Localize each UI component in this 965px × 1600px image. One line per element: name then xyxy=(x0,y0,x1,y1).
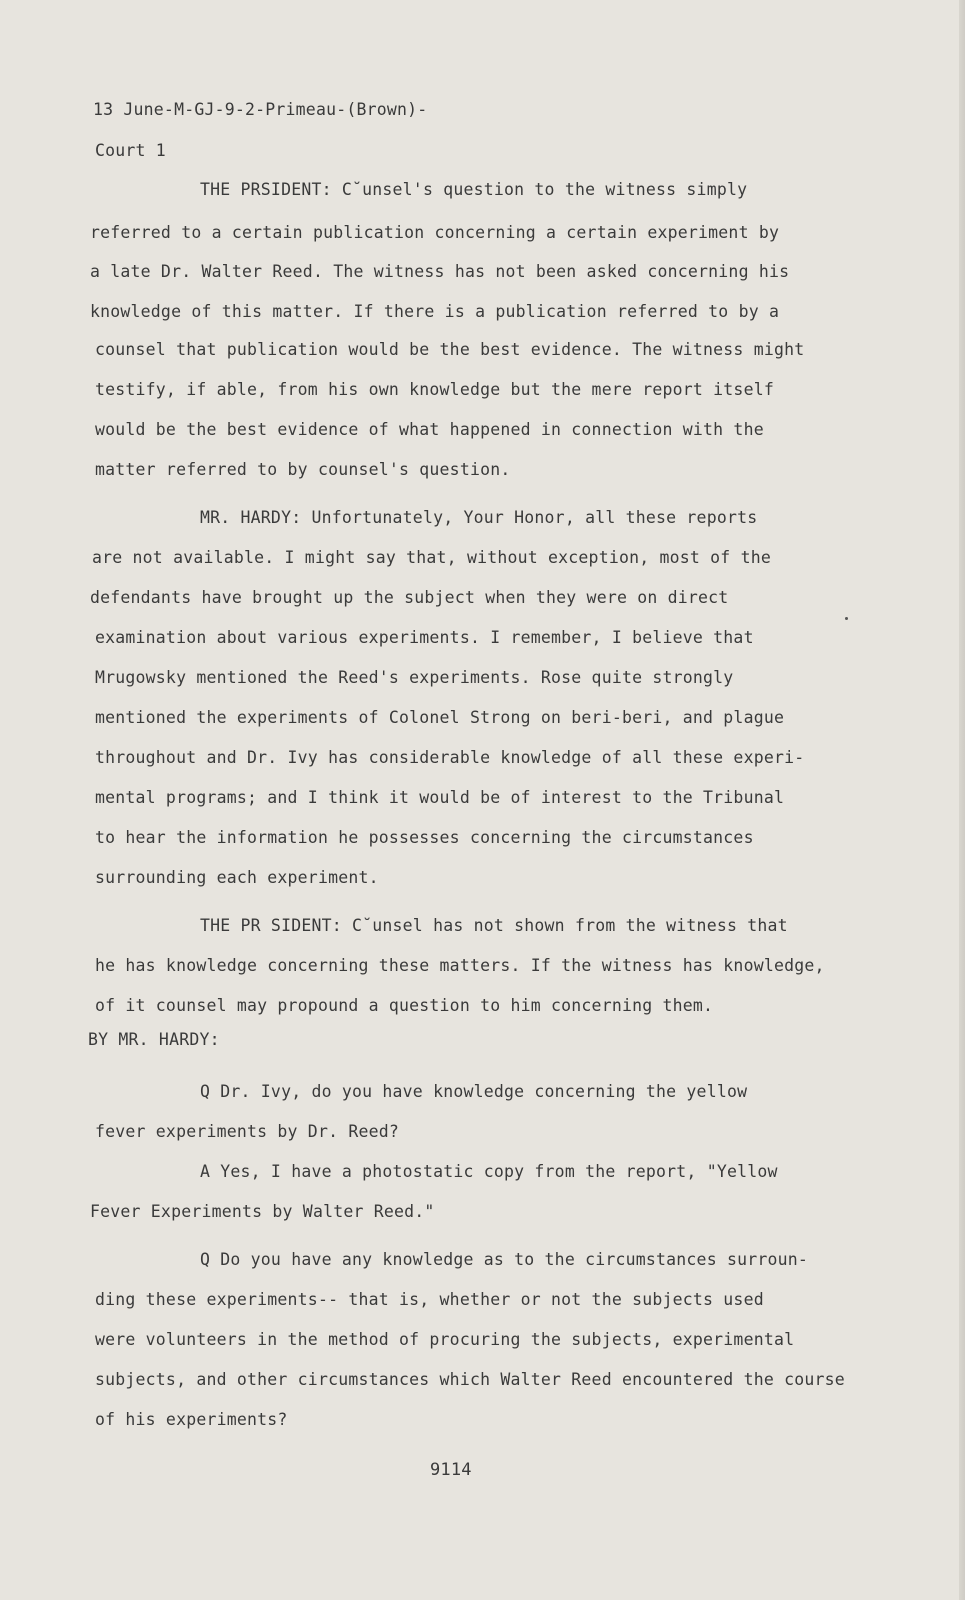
text-line: are not available. I might say that, without exception, most of the xyxy=(92,548,771,567)
text-line: defendants have brought up the subject when they were on direct xyxy=(90,588,729,607)
question-line: Q Do you have any knowledge as to the circumstances surroun- xyxy=(200,1250,809,1269)
text-line: referred to a certain publication concerning a certain experiment by xyxy=(90,223,780,242)
question-line: subjects, and other circumstances which Walter Reed encountered the course xyxy=(95,1370,845,1389)
court-line: Court 1 xyxy=(95,141,166,160)
text-line: mental programs; and I think it would be of interest to the Tribunal xyxy=(95,788,785,807)
answer-line: Fever Experiments by Walter Reed." xyxy=(90,1202,435,1221)
page-number: 9114 xyxy=(430,1460,472,1480)
text-line: surrounding each experiment. xyxy=(95,868,379,887)
text-line: mentioned the experiments of Colonel Strong on beri-beri, and plague xyxy=(95,708,785,727)
text-line: of it counsel may propound a question to him concerning them. xyxy=(95,996,714,1015)
ink-speck xyxy=(845,617,848,620)
page-edge xyxy=(959,0,965,1600)
question-line: ding these experiments-- that is, whether or not the subjects used xyxy=(95,1290,764,1309)
text-line: knowledge of this matter. If there is a publication referred to by a xyxy=(90,302,780,321)
header-line: 13 June-M-GJ-9-2-Primeau-(Brown)- xyxy=(93,100,428,119)
text-line: Mrugowsky mentioned the Reed's experiments. Rose quite strongly xyxy=(95,668,734,687)
text-line: would be the best evidence of what happened in connection with the xyxy=(95,420,764,439)
question-line: were volunteers in the method of procuring the subjects, experimental xyxy=(95,1330,795,1349)
text-line: matter referred to by counsel's question. xyxy=(95,460,511,479)
text-line: counsel that publication would be the best evidence. The witness might xyxy=(95,340,805,359)
text-line: THE PRSIDENT: C˘unsel's question to the witness simply xyxy=(200,180,748,199)
text-line: THE PR SIDENT: C˘unsel has not shown from the witness that xyxy=(200,916,788,935)
question-line: fever experiments by Dr. Reed? xyxy=(95,1122,400,1141)
text-line: throughout and Dr. Ivy has considerable knowledge of all these experi- xyxy=(95,748,805,767)
question-line: of his experiments? xyxy=(95,1410,288,1429)
text-line: he has knowledge concerning these matters. If the witness has knowledge, xyxy=(95,956,825,975)
text-line: a late Dr. Walter Reed. The witness has not been asked concerning his xyxy=(90,262,790,281)
text-line: testify, if able, from his own knowledge but the mere report itself xyxy=(95,380,774,399)
text-line: examination about various experiments. I remember, I believe that xyxy=(95,628,754,647)
text-line: MR. HARDY: Unfortunately, Your Honor, all these reports xyxy=(200,508,758,527)
question-line: Q Dr. Ivy, do you have knowledge concerning the yellow xyxy=(200,1082,748,1101)
answer-line: A Yes, I have a photostatic copy from the report, "Yellow xyxy=(200,1162,778,1181)
text-line: to hear the information he possesses concerning the circumstances xyxy=(95,828,754,847)
examiner-heading: BY MR. HARDY: xyxy=(88,1030,220,1049)
